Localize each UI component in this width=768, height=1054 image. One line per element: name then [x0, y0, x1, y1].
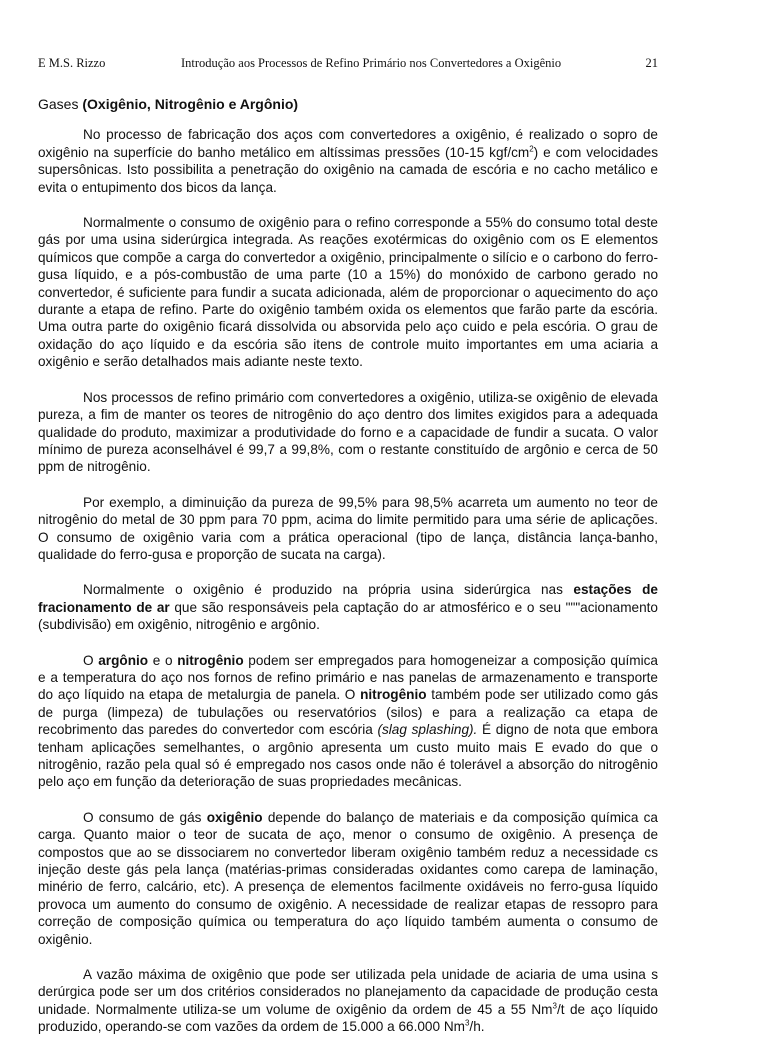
paragraph-6: O argônio e o nitrogênio podem ser empregados para homogeneizar a composição química e a temperatura do aço nos fornos de refino primário e nas panelas de armazenamento e transporte do aço líquido na etapa de metalurgia de panela. O nitrogênio também pode ser utilizado como gás de purga (limpeza) de tubulações ou reservatórios (silos) e para a realização ca etapa de recobrimento das paredes do convertedor com escória (slag splashing). É digno de nota que embora tenham aplicações semelhantes, o argônio apresenta um custo muito mais E evado do que o nitrogênio, razão pela qual só é empregado nos casos onde não é tolerável a absorção do nitrogênio pelo aço em função da deterioração de suas propriedades mecânicas.	[38, 652, 658, 790]
section-title: Gases (Oxigênio, Nitrogênio e Argônio)	[38, 96, 299, 112]
paragraph-7: O consumo de gás oxigênio depende do balanço de materiais e da composição química ca carga. Quanto maior o teor de sucata de aço, menor o consumo de oxigênio. A presença de compostos que ao se dissociarem no convertedor liberam oxigênio também reduz a necessidade cs injeção deste gás pela lança (matérias-primas consideradas oxidantes como carepa de laminação, minério de ferro, calcário, etc). A presença de elementos facilmente oxidáveis no ferro-gusa líquido provoca um aumento do consumo de oxigênio. A necessidade de realizar etapas de ressopro para correção de composição química ou temperatura do aço líquido também aumenta o consumo de oxigênio.	[38, 809, 658, 947]
paragraph-1: No processo de fabricação dos aços com convertedores a oxigênio, é realizado o sopro de oxigênio na superfície do banho metálico em altíssimas pressões (10-15 kgf/$cm^2$) e com velocidades supersônicas. Isto possibilita a penetração do oxigênio na camada de escória e no cacho metálico e evita o entupimento dos bicos da lança.	[38, 127, 658, 195]
document-body	[38, 96, 658, 1054]
paragraph-5: Normalmente o oxigênio é produzido na própria usina siderúrgica nas estações de fracionamento de ar que são responsáveis pela captação do ar atmosférico e o seu """acionamento (subdivisão) em oxigênio, nitrogênio e argônio.	[38, 582, 658, 633]
page-header	[38, 56, 658, 74]
paragraph-2: Normalmente o consumo de oxigênio para o refino corresponde a 55% do consumo total deste gás por uma usina siderúrgica integrada. As reações exotérmicas do oxigênio com os E elementos químicos que compõe a carga do convertedor a oxigênio, principalmente o silício e o carbono do ferro-gusa líquido, e a pós-combustão de uma parte (10 a 15%) do monóxido de carbono gerado no convertedor, é suficiente para fundir a sucata adicionada, além de proporcionar o aquecimento do aço durante a etapa de refino. Parte do oxigênio também oxida os elementos que farão parte da escória. Uma outra parte do oxigênio ficará dissolvida ou absorvida pelo aço cuido e pela escória. O grau de oxidação do aço líquido e da escória são itens de controle muito importantes em uma aciaria a oxigênio e serão detalhados mais adiante neste texto.	[38, 215, 658, 370]
header-title: Introdução aos Processos de Refino Primário nos Convertedores a Oxigênio	[181, 56, 562, 70]
paragraph-8: A vazão máxima de oxigênio que pode ser utilizada pela unidade de aciaria de uma usina s derúrgica pode ser um dos critérios considerados no planejamento da capacidade de produção cesta unidade. Normalmente utiliza-se um volume de oxigênio da ordem de 45 a 55 Nm$^3$/t de aço líquido produzido, operando-se com vazões da ordem de 15.000 a 66.000 Nm$^3$/h.	[38, 967, 658, 1035]
header-author: E M.S. Rizzo	[38, 56, 106, 70]
page-number: 21	[645, 56, 658, 70]
paragraph-3: Nos processos de refino primário com convertedores a oxigênio, utiliza-se oxigênio de elevada pureza, a fim de manter os teores de nitrogênio do aço dentro dos limites exigidos para a adequada qualidade do produto, maximizar a produtividade do forno e a capacidade de fundir a sucata. O valor mínimo de pureza aconselhável é 99,7 a 99,8%, com o restante constituído de argônio e cerca de 50 ppm de nitrogênio.	[38, 389, 658, 475]
paragraph-4: Por exemplo, a diminuição da pureza de 99,5% para 98,5% acarreta um aumento no teor de nitrogênio do metal de 30 ppm para 70 ppm, acima do limite permitido para uma série de aplicações. O consumo de oxigênio varia com a prática operacional (tipo de lança, distância lança-banho, qualidade do ferro-gusa e proporção de sucata na carga).	[38, 494, 658, 562]
